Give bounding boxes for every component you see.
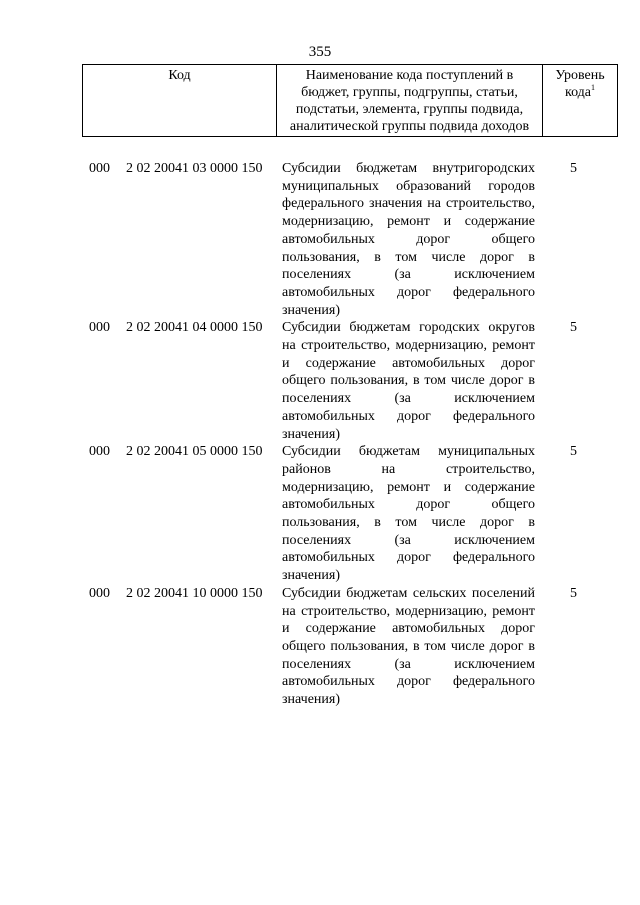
table-row (0, 443, 640, 585)
row-level: 5 (570, 585, 577, 601)
table-header (82, 64, 618, 137)
table-row (0, 319, 640, 443)
table-body (0, 160, 640, 709)
row-name: Субсидии бюджетам муниципальных районов на строительство, модернизацию, ремонт и содержание автомобильных дорог общего пользования, в том числе дорог в поселениях (за исключением автомобильных дорог федерального значения) (282, 444, 535, 584)
row-level: 5 (570, 444, 577, 460)
header-name: Наименование кода поступлений в бюджет, группы, подгруппы, статьи, подстатьи, элемента, группы подвида, аналитической группы подвида доходов (277, 65, 543, 137)
row-admin-code: 000 (89, 161, 110, 176)
row-level: 5 (570, 161, 577, 176)
table-row (0, 160, 640, 319)
row-income-code: 2 02 20041 03 0000 150 (126, 161, 263, 176)
row-admin-code: 000 (89, 585, 110, 601)
row-income-code: 2 02 20041 04 0000 150 (126, 320, 263, 336)
header-level-label: Уровень кода (555, 68, 605, 100)
row-name: Субсидии бюджетам внутригородских муниципальных образований городов федерального значения на строительство, модернизацию, ремонт и содержание автомобильных дорог общего пользования, в том числе дорог в поселениях (за исключением автомобильных дорог федерального значения) (282, 161, 535, 318)
header-level-footnote: 1 (591, 83, 596, 92)
row-admin-code: 000 (89, 320, 110, 336)
row-name: Субсидии бюджетам городских округов на строительство, модернизацию, ремонт и содержание автомобильных дорог общего пользования, в том числе дорог в поселениях (за исключением автомобильных дорог федерального значения) (282, 320, 535, 442)
header-code: Код (83, 65, 277, 137)
row-income-code: 2 02 20041 05 0000 150 (126, 444, 263, 460)
row-level: 5 (570, 320, 577, 336)
row-income-code: 2 02 20041 10 0000 150 (126, 585, 263, 601)
row-name: Субсидии бюджетам сельских поселений на строительство, модернизацию, ремонт и содержание автомобильных дорог общего пользования, в том числе дорог в поселениях (за исключением автомобильных дорог федерального значения) (282, 585, 535, 708)
header-level (543, 65, 618, 137)
row-admin-code: 000 (89, 444, 110, 460)
table-row (0, 585, 640, 709)
page-number: 355 (308, 44, 332, 60)
